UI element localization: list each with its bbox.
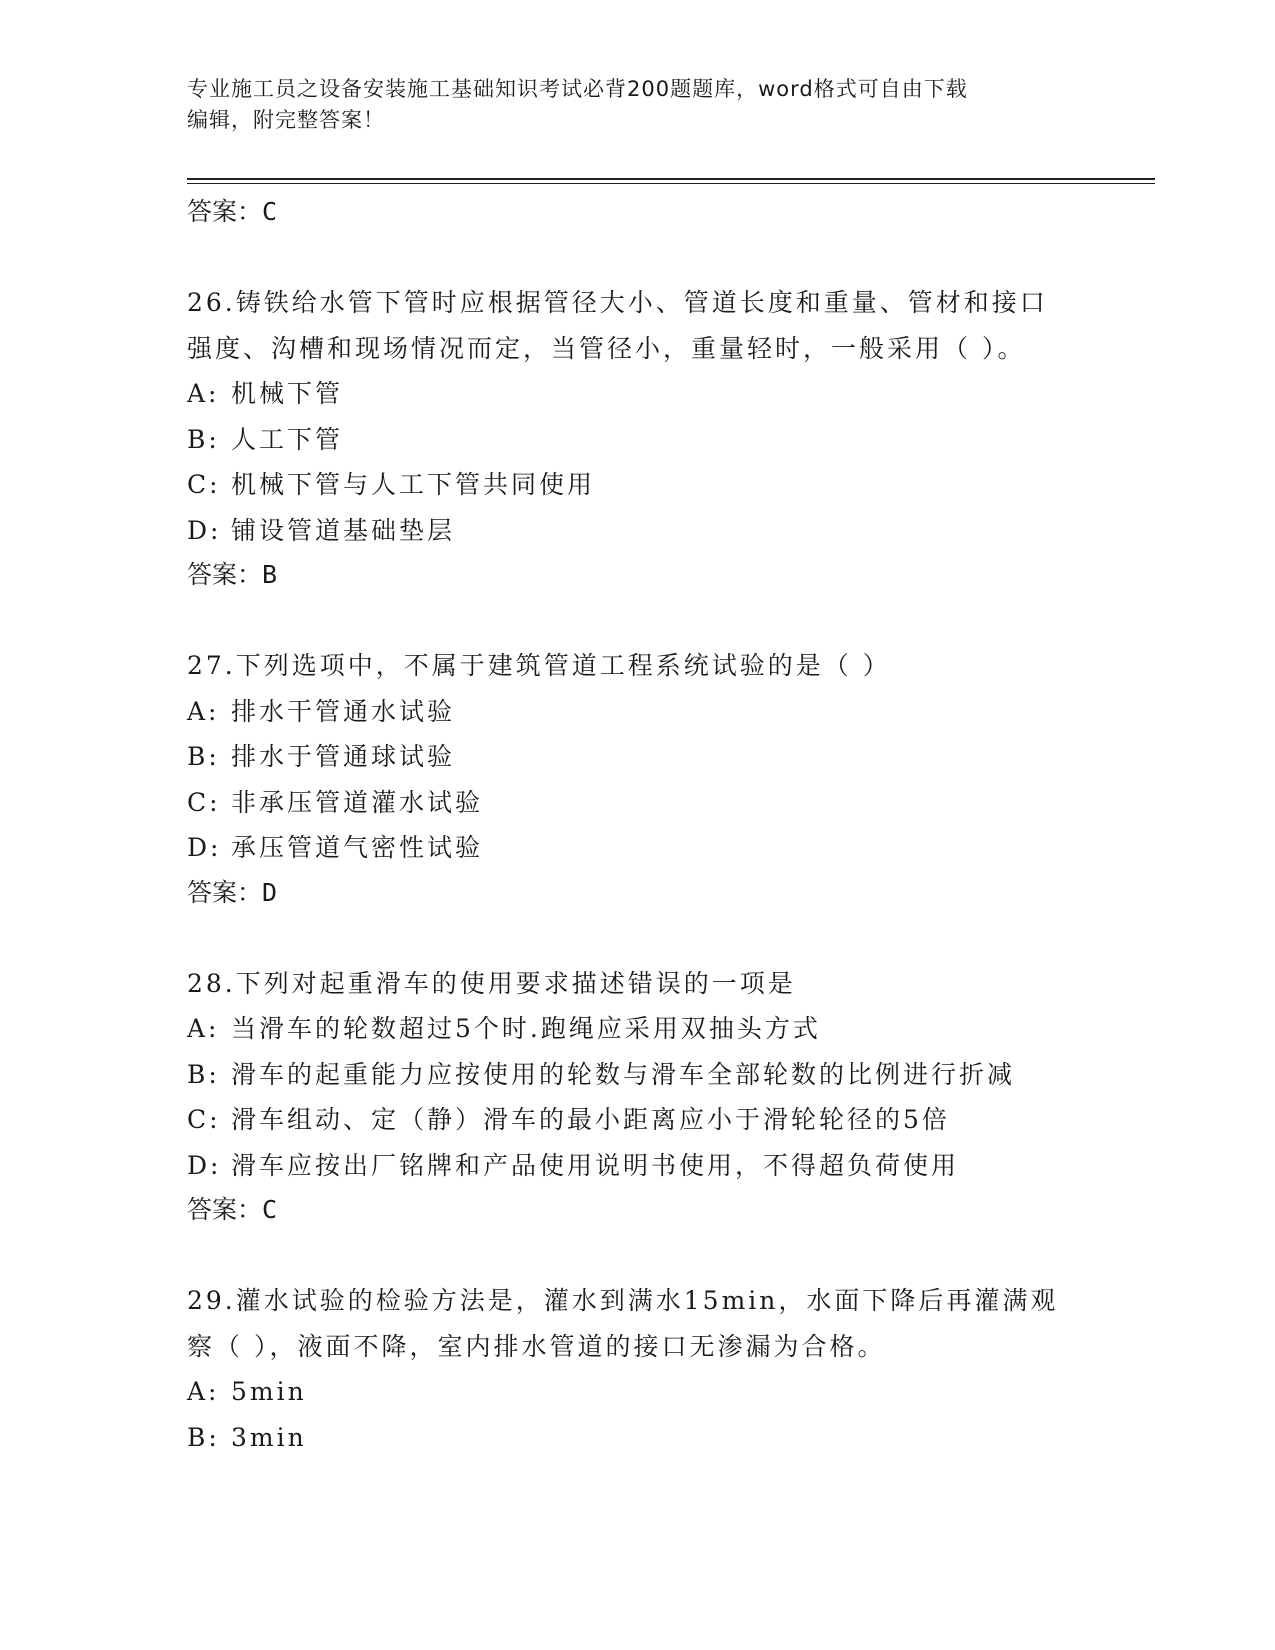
option-key: B:: [187, 1059, 220, 1089]
option-c: [187, 1097, 1087, 1143]
question-content: [187, 190, 1087, 1460]
option-a: [187, 1006, 1087, 1052]
header-divider-thin: [187, 183, 1155, 184]
question-27: [187, 643, 1087, 915]
option-a: [187, 689, 1087, 735]
answer-value: C: [262, 197, 278, 226]
option-text: 机械下管与人工下管共同使用: [231, 470, 596, 499]
option-text: 滑车组动、定（静）滑车的最小距离应小于滑轮轮径的5倍: [231, 1105, 950, 1134]
option-key: C:: [187, 470, 221, 499]
question-26: [187, 280, 1087, 597]
option-key: C:: [187, 1105, 221, 1134]
option-key: B:: [187, 1422, 220, 1452]
option-key: C:: [187, 787, 221, 817]
document-header: [187, 74, 1087, 136]
option-b: [187, 734, 1087, 780]
option-b: [187, 1052, 1087, 1098]
answer-line: [187, 871, 1087, 915]
answer-value: B: [262, 560, 278, 589]
answer-value: D: [262, 877, 278, 907]
option-text: 滑车应按出厂铭牌和产品使用说明书使用，不得超负荷使用: [231, 1150, 960, 1180]
answer-line: [187, 1188, 1087, 1232]
option-b: [187, 1415, 1087, 1461]
option-text: 排水于管通球试验: [231, 742, 456, 771]
option-key: D:: [187, 515, 222, 545]
option-c: [187, 780, 1087, 826]
question-text-line: 28.下列对起重滑车的使用要求描述错误的一项是: [187, 968, 796, 998]
answer-label: 答案：: [187, 197, 263, 226]
option-d: [187, 1143, 1087, 1189]
option-text: 人工下管: [231, 424, 344, 454]
answer-label: 答案：: [187, 560, 263, 589]
question-text-line: 强度、沟槽和现场情况而定，当管径小，重量轻时，一般采用（ ）。: [187, 333, 1026, 363]
option-key: B:: [187, 742, 220, 771]
option-text: 铺设管道基础垫层: [231, 515, 456, 545]
option-key: D:: [187, 1150, 222, 1180]
answer-value: C: [262, 1195, 278, 1224]
option-b: [187, 417, 1087, 463]
option-key: A:: [187, 379, 220, 408]
answer-label: 答案：: [187, 877, 263, 907]
question-text-line: 察（ ），液面不降，室内排水管道的接口无渗漏为合格。: [187, 1331, 886, 1361]
option-c: [187, 462, 1087, 508]
option-text: 3min: [231, 1422, 307, 1452]
option-key: D:: [187, 833, 222, 862]
header-line-2: 编辑，附完整答案！: [187, 108, 385, 132]
header-line-1: 专业施工员之设备安装施工基础知识考试必背200题题库，word格式可自由下载: [187, 77, 968, 101]
option-d: [187, 508, 1087, 554]
answer-line: [187, 553, 1087, 597]
option-text: 5min: [231, 1377, 307, 1406]
option-text: 滑车的起重能力应按使用的轮数与滑车全部轮数的比例进行折减: [231, 1059, 1016, 1089]
option-text: 机械下管: [231, 379, 344, 408]
question-28: [187, 961, 1087, 1233]
option-key: A:: [187, 1377, 220, 1406]
option-key: B:: [187, 424, 220, 454]
option-a: [187, 1369, 1087, 1415]
option-text: 非承压管道灌水试验: [231, 787, 484, 817]
header-divider-thick: [187, 178, 1155, 180]
option-text: 排水干管通水试验: [231, 696, 456, 726]
question-29: [187, 1278, 1087, 1460]
question-text-line: 26.铸铁给水管下管时应根据管径大小、管道长度和重量、管材和接口: [187, 288, 1048, 317]
question-text-line: 27.下列选项中，不属于建筑管道工程系统试验的是（ ）: [187, 651, 891, 680]
option-text: 承压管道气密性试验: [231, 833, 484, 862]
question-text-line: 29.灌水试验的检验方法是，灌水到满水15min，水面下降后再灌满观: [187, 1286, 1059, 1315]
option-d: [187, 825, 1087, 871]
option-key: A:: [187, 1014, 220, 1043]
answer-label: 答案：: [187, 1195, 263, 1224]
answer-line: [187, 190, 1087, 234]
option-key: A:: [187, 696, 220, 726]
option-a: [187, 371, 1087, 417]
option-text: 当滑车的轮数超过5个时.跑绳应采用双抽头方式: [231, 1014, 821, 1043]
